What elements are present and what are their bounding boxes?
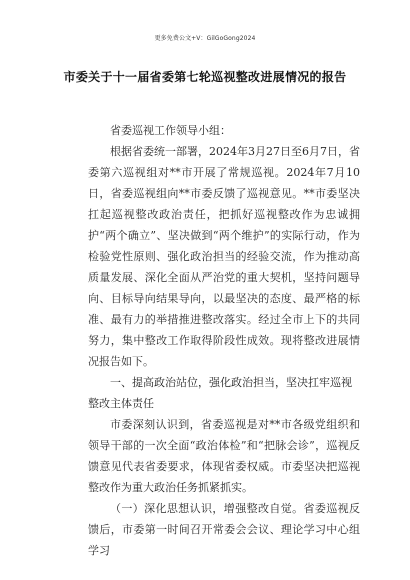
salutation: 省委巡视工作领导小组： <box>110 124 231 137</box>
document-body <box>88 120 360 561</box>
section-heading-1: 一、提高政治站位，强化政治担当，坚决扛牢巡视整改主体责任 <box>88 376 352 410</box>
body-paragraph-3: （一）深化思想认识，增强整改自觉。省委巡视反馈后，市委第一时间召开常委会会议、理论学习中心组学习 <box>88 502 360 557</box>
body-paragraph-2: 市委深刻认识到，省委巡视是对**市各级党组织和领导干部的一次全面“政治体检”和“把脉会诊”，巡视反馈意见代表省委要求，体现省委权威。市委坚决把巡视整改作为重大政治任务抓紧抓实。 <box>88 418 360 494</box>
page-title: 市委关于十一届省委第七轮巡视整改进展情况的报告 <box>63 70 347 84</box>
header-note: 更多免费公文+V：GilGoGong2024 <box>154 35 256 42</box>
body-paragraph-1: 根据省委统一部署，2024年3月27日至6月7日，省委第六巡视组对**市开展了常规巡视。2024年7月10日，省委巡视组向**市委反馈了巡视意见。**市委坚决扛起巡视整改政治责任，把抓好巡视整改作为忠诚拥护“两个确立”、坚决做到“两个维护”的实际行动，作为检验党性原则、强化政治担当的经验交流，作为推动高质量发展、深化全面从严治党的重大契机，坚持问题导向、目标导向结果导向，以最坚决的态度、最严格的标准、最有力的举措推进整改落实。经过全市上下的共同努力，集中整改工作取得阶段性成效。现将整改进展情况报告如下。 <box>88 145 360 368</box>
